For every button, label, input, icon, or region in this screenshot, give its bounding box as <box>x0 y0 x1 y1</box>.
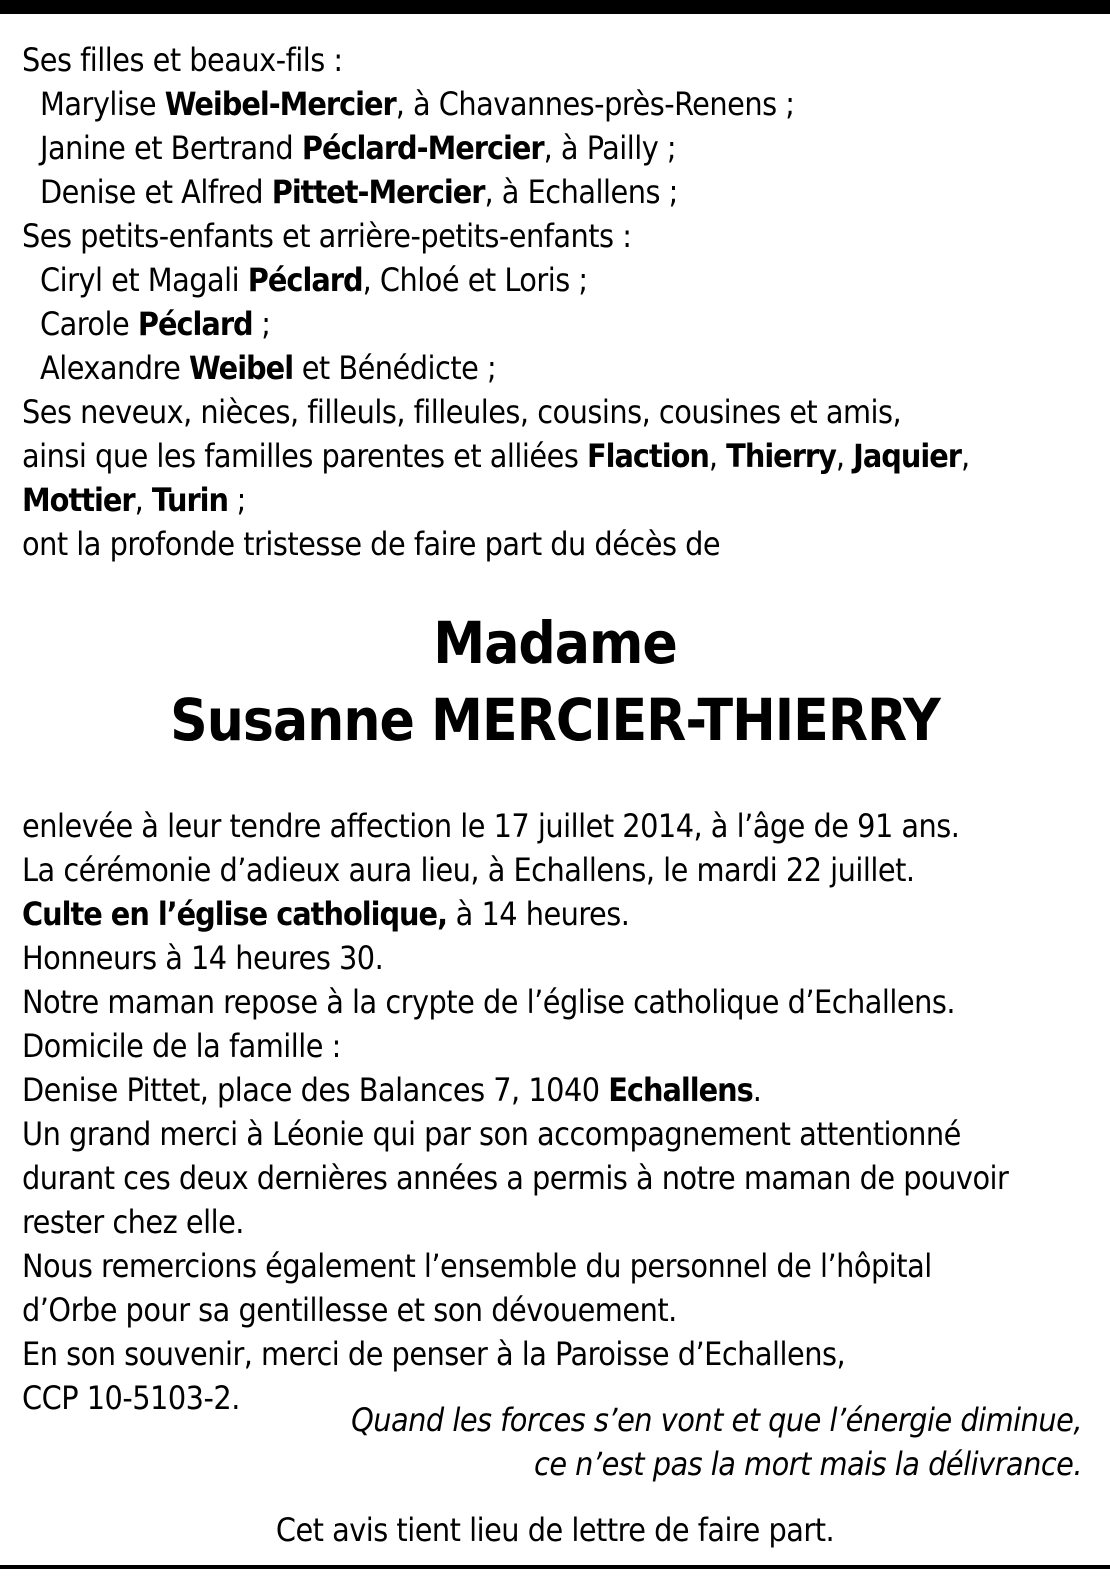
family-section <box>22 38 1092 566</box>
deceased-name-block <box>0 608 1110 762</box>
culte-line: Culte en l’église catholique, à 14 heures. <box>22 895 630 933</box>
closing-quote <box>12 1398 1082 1486</box>
thanks-line: durant ces deux dernières années a permis à notre maman de pouvoir <box>22 1159 1009 1197</box>
top-border-rule <box>0 0 1110 14</box>
grandchild-entry: Ciryl et Magali Péclard, Chloé et Loris ; <box>40 261 588 299</box>
thanks-hospital-line: d’Orbe pour sa gentillesse et son dévouement. <box>22 1291 677 1329</box>
daughters-intro: Ses filles et beaux-fils : <box>22 41 343 79</box>
announcement-line: ont la profonde tristesse de faire part du décès de <box>22 525 721 563</box>
deceased-title: Madame <box>433 609 677 677</box>
quote-line: ce n’est pas la mort mais la délivrance. <box>533 1445 1082 1483</box>
relatives-line: Ses neveux, nièces, filleuls, filleules, cousins, cousines et amis, <box>22 393 902 431</box>
details-section <box>22 804 1092 1420</box>
deceased-name: Susanne MERCIER-THIERRY <box>170 686 940 754</box>
honours-line: Honneurs à 14 heures 30. <box>22 939 384 977</box>
allied-families-line-cont: Mottier, Turin ; <box>22 481 246 519</box>
death-date-line: enlevée à leur tendre affection le 17 juillet 2014, à l’âge de 91 ans. <box>22 807 960 845</box>
repose-line: Notre maman repose à la crypte de l’église catholique d’Echallens. <box>22 983 956 1021</box>
allied-families-line: ainsi que les familles parentes et alliées Flaction, Thierry, Jaquier, <box>22 437 970 475</box>
daughter-entry: Denise et Alfred Pittet-Mercier, à Echallens ; <box>40 173 678 211</box>
ceremony-line: La cérémonie d’adieux aura lieu, à Echallens, le mardi 22 juillet. <box>22 851 915 889</box>
bottom-border-rule <box>0 1565 1110 1569</box>
grandchildren-intro: Ses petits-enfants et arrière-petits-enfants : <box>22 217 632 255</box>
thanks-line: rester chez elle. <box>22 1203 244 1241</box>
address-line: Denise Pittet, place des Balances 7, 1040 Echallens. <box>22 1071 762 1109</box>
grandchild-entry: Alexandre Weibel et Bénédicte ; <box>40 349 497 387</box>
thanks-line: Un grand merci à Léonie qui par son accompagnement attentionné <box>22 1115 961 1153</box>
daughter-entry: Marylise Weibel-Mercier, à Chavannes-près-Renens ; <box>40 85 795 123</box>
grandchild-entry: Carole Péclard ; <box>40 305 271 343</box>
domicile-label: Domicile de la famille : <box>22 1027 341 1065</box>
memory-line: En son souvenir, merci de penser à la Paroisse d’Echallens, <box>22 1335 846 1373</box>
thanks-hospital-line: Nous remercions également l’ensemble du personnel de l’hôpital <box>22 1247 932 1285</box>
quote-line: Quand les forces s’en vont et que l’énergie diminue, <box>351 1401 1082 1439</box>
footer-note: Cet avis tient lieu de lettre de faire part. <box>275 1511 835 1549</box>
daughter-entry: Janine et Bertrand Péclard-Mercier, à Pailly ; <box>40 129 677 167</box>
ccp-line: CCP 10-5103-2. <box>22 1379 240 1417</box>
